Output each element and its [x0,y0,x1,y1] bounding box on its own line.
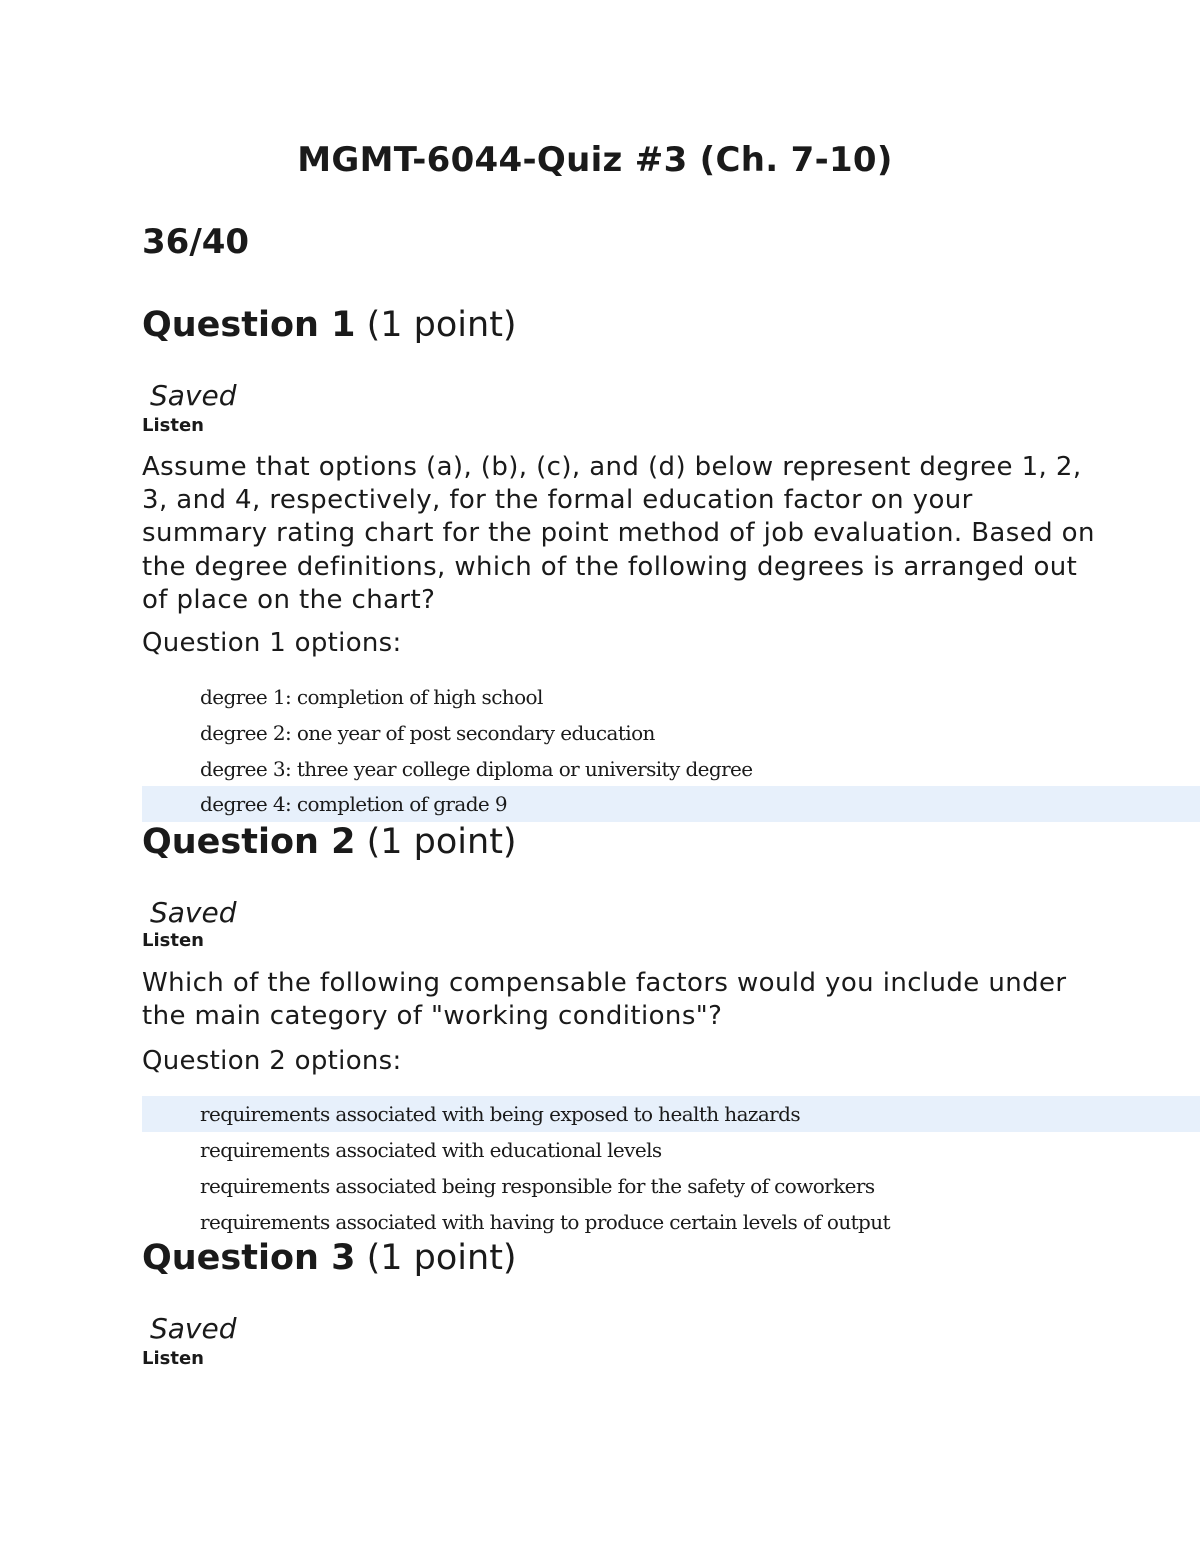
question-2-option-a-selected[interactable]: requirements associated with being exposed to health hazards [142,1096,1200,1132]
page-title: MGMT-6044-Quiz #3 (Ch. 7-10) [297,140,893,180]
question-2-option-b[interactable]: requirements associated with educational levels [200,1138,662,1162]
question-1-listen-link[interactable]: Listen [142,415,204,436]
question-2-option-d[interactable]: requirements associated with having to produce certain levels of output [200,1210,890,1234]
question-2-saved-status: Saved [150,896,237,929]
question-1-option-b[interactable]: degree 2: one year of post secondary education [200,721,655,745]
question-2-options-label: Question 2 options: [142,1046,402,1076]
question-1-option-c[interactable]: degree 3: three year college diploma or university degree [200,757,753,781]
question-2-number: Question 2 [142,822,356,862]
question-3-listen-link[interactable]: Listen [142,1348,204,1369]
quiz-score: 36/40 [142,222,250,262]
question-1-saved-status: Saved [150,379,237,412]
question-1-header [142,305,517,345]
question-2-option-c[interactable]: requirements associated being responsible for the safety of coworkers [200,1174,875,1198]
question-2-header [142,822,517,862]
question-3-header [142,1238,517,1278]
question-1-options-label: Question 1 options: [142,628,402,658]
question-1-prompt: Assume that options (a), (b), (c), and (d) below represent degree 1, 2, 3, and 4, respectively, for the formal education factor on your summary rating chart for the point method of job evaluation. Based on the degree definitions, which of the following degrees is arranged out of place on the chart? [142,452,1095,615]
question-3-saved-status: Saved [150,1312,237,1345]
question-3-points: (1 point) [366,1238,517,1278]
question-2-points: (1 point) [366,822,517,862]
question-2-prompt: Which of the following compensable factors would you include under the main category of "working conditions"? [142,968,1067,1032]
question-1-points: (1 point) [366,305,517,345]
question-2-listen-link[interactable]: Listen [142,930,204,951]
question-1-option-d-selected[interactable]: degree 4: completion of grade 9 [142,786,1200,822]
question-1-number: Question 1 [142,305,356,345]
question-1-option-a[interactable]: degree 1: completion of high school [200,685,543,709]
question-3-number: Question 3 [142,1238,356,1278]
